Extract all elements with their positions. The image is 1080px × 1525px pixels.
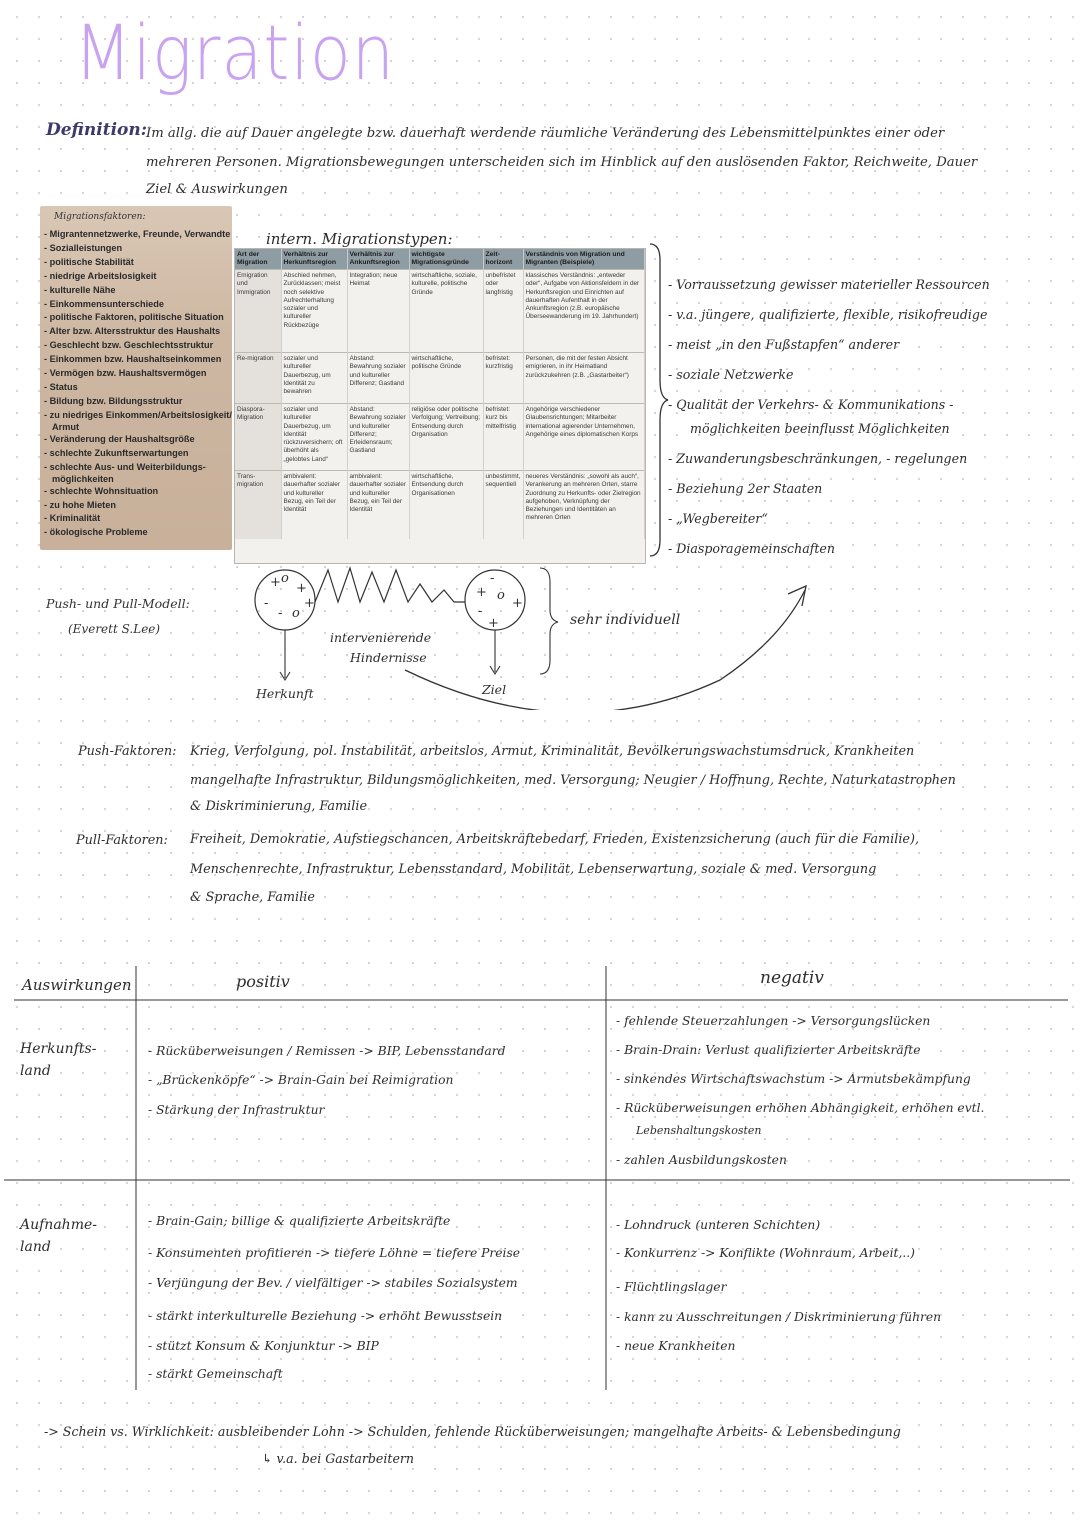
effect-negative: - neue Krankheiten [616, 1339, 736, 1353]
table-cell: Personen, die mit der festen Absicht emigrieren, in ihr Heimatland zurückzukehren (z.B. „Gastarbeiter“) [523, 353, 645, 404]
definition-label: Definition: [46, 120, 148, 140]
table-cell: sozialer und kultureller Dauerbezug, um Identität rückzuversichern; oft überhöht als „gelobtes Land“ [281, 404, 347, 471]
migration-factors-photo [40, 206, 232, 550]
effect-positive: - stärkt Gemeinschaft [148, 1367, 283, 1381]
origin-sign: + [296, 581, 307, 596]
push-line: Krieg, Verfolgung, pol. Instabilität, arbeitslos, Armut, Kriminalität, Bevölkerungswachstumsdruck, Krankheiten [190, 744, 915, 759]
table-header: Verständnis von Migration und Migranten (Beispiele) [523, 249, 645, 270]
factor-item: - Veränderung der Haushaltsgröße [44, 433, 195, 444]
origin-sign: - [278, 606, 283, 621]
table-cell: wirtschaftliche, soziale, kulturelle, politische Gründe [409, 270, 483, 353]
effect-negative: - sinkendes Wirtschaftswachstum -> Armutsbekämpfung [616, 1072, 971, 1086]
push-line: & Diskriminierung, Familie [190, 799, 368, 814]
requirement-item: - Diasporagemeinschaften [668, 541, 835, 556]
effect-negative: - zahlen Ausbildungskosten [616, 1153, 787, 1167]
effect-negative: - Flüchtlingslager [616, 1280, 727, 1294]
requirement-item: - Zuwanderungsbeschränkungen, - regelungen [668, 451, 968, 466]
factor-item: - politische Faktoren, politische Situation [44, 312, 224, 323]
arrow-up-right-icon [788, 586, 806, 606]
effect-negative: - fehlende Steuerzahlungen -> Versorgungslücken [616, 1014, 931, 1028]
table-cell: Angehörige verschiedener Glaubensrichtungen; Mitarbeiter international agierender Unternehmen, Angehörige eines diplomatischen Korps [523, 404, 645, 471]
page-title: Migration [74, 8, 395, 97]
table-row [235, 471, 645, 540]
obstacles-label: Hindernisse [350, 650, 427, 665]
effect-positive: - „Brückenköpfe“ -> Brain-Gain bei Reimigration [148, 1073, 454, 1087]
table-header: Verhältnis zur Ankunftsregion [347, 249, 409, 270]
factor-item: - Sozialleistungen [44, 242, 123, 253]
effect-negative: - kann zu Ausschreitungen / Diskriminierung führen [616, 1310, 942, 1324]
destination-sign: o [497, 588, 505, 603]
individual-label: sehr individuell [570, 612, 681, 628]
origin-sign: + [270, 575, 281, 590]
requirement-item: - Vorraussetzung gewisser materieller Ressourcen [668, 277, 990, 292]
effect-negative: Lebenshaltungskosten [636, 1124, 762, 1137]
destination-label: Ziel [482, 682, 507, 697]
negative-header: negativ [760, 968, 824, 988]
row-label-destination: Aufnahme-land [20, 1217, 97, 1255]
origin-sign: + [304, 596, 315, 611]
requirement-item: - soziale Netzwerke [668, 367, 794, 382]
destination-sign: + [512, 596, 523, 611]
factor-item: - politische Stabilität [44, 256, 134, 267]
factor-item: - zu hohe Mieten [44, 499, 116, 510]
table-cell: neueres Verständnis: „sowohl als auch“, Verankerung an mehreren Orten, starre Zuordnung zu Herkunfts- oder Zielregion aufgehoben, Verknüpfung der Beziehungen und Identitäten an mehreren Orten [523, 471, 645, 540]
table-cell: Diaspora-Migration [235, 404, 281, 471]
factors-list [44, 228, 232, 540]
table-cell: Trans-migration [235, 471, 281, 540]
obstacles-zigzag [315, 568, 465, 602]
brace-icon [540, 568, 558, 674]
effect-positive: - Rücküberweisungen / Remissen -> BIP, Lebensstandard [148, 1044, 506, 1058]
definition-line: Im allg. die auf Dauer angelegte bzw. dauerhaft werdende räumliche Veränderung des Lebensmittelpunktes einer oder [146, 126, 945, 141]
table-row [235, 404, 645, 471]
conclusion-line: -> Schein vs. Wirklichkeit: ausbleibender Lohn -> Schulden, fehlende Rücküberweisungen; mangelhafte Arbeits- & Lebensbedingung [44, 1424, 901, 1439]
table-cell: Integration; neue Heimat [347, 270, 409, 353]
factor-item: - schlechte Wohnsituation [44, 485, 159, 496]
destination-sign: + [476, 585, 487, 600]
table-header: Zeit-horizont [483, 249, 523, 270]
effect-positive: - Stärkung der Infrastruktur [148, 1103, 325, 1117]
requirement-item: - v.a. jüngere, qualifizierte, flexible, risikofreudige [668, 307, 988, 322]
factor-item: - Vermögen bzw. Haushaltsvermögen [44, 368, 207, 379]
effect-negative: - Brain-Drain: Verlust qualifizierter Arbeitskräfte [616, 1043, 921, 1057]
effect-negative: - Lohndruck (unteren Schichten) [616, 1218, 821, 1232]
factor-item: - Geschlecht bzw. Geschlechtsstruktur [44, 340, 214, 351]
pull-line: Freiheit, Demokratie, Aufstiegschancen, Arbeitskräftebedarf, Frieden, Existenzsicherung (auch für die Familie), [190, 832, 920, 847]
conclusion-line: ↳ v.a. bei Gastarbeitern [262, 1451, 415, 1466]
effect-positive: - Verjüngung der Bev. / vielfältiger -> stabiles Sozialsystem [148, 1276, 518, 1290]
table-cell: Abstand: Bewahrung sozialer und kultureller Differenz; Erleidensraum; Gastland [347, 404, 409, 471]
factor-item: - zu niedriges Einkommen/Arbeitslosigkeit/ Armut [44, 409, 232, 432]
effect-negative: - Konkurrenz -> Konflikte (Wohnraum, Arbeit,..) [616, 1246, 915, 1260]
curly-brace-icon [646, 240, 670, 560]
table-row [235, 353, 645, 404]
definition-line: Ziel & Auswirkungen [146, 182, 288, 197]
definition-line: mehreren Personen. Migrationsbewegungen unterscheiden sich im Hinblick auf den auslösenden Faktor, Reichweite, Dauer [146, 155, 978, 170]
table-header: Art der Migration [235, 249, 281, 270]
table-cell: befristet: kurzfristig [483, 353, 523, 404]
push-line: mangelhafte Infrastruktur, Bildungsmöglichkeiten, med. Versorgung; Neugier / Hoffnung, Rechte, Naturkatastrophen [190, 773, 956, 788]
factor-item: - ökologische Probleme [44, 527, 148, 538]
factor-item: - Alter bzw. Altersstruktur des Haushalts [44, 326, 221, 337]
table-cell: Abstand: Bewahrung sozialer und kultureller Differenz; Gastland [347, 353, 409, 404]
obstacles-label: intervenierende [330, 630, 432, 645]
table-cell: unbestimmt, sequentiell [483, 471, 523, 540]
table-cell: wirtschaftliche, politische Gründe [409, 353, 483, 404]
pull-line: & Sprache, Familie [190, 890, 315, 905]
factors-heading: Migrationsfaktoren: [54, 212, 146, 222]
requirement-item: möglichkeiten beeinflusst Möglichkeiten [690, 421, 950, 436]
positive-header: positiv [236, 972, 290, 991]
effects-label: Auswirkungen [22, 976, 132, 994]
origin-label: Herkunft [256, 686, 314, 701]
effect-positive: - Brain-Gain; billige & qualifizierte Arbeitskräfte [148, 1214, 451, 1228]
factor-item: - niedrige Arbeitslosigkeit [44, 270, 157, 281]
destination-sign: + [488, 616, 499, 631]
effect-positive: - stärkt interkulturelle Beziehung -> erhöht Bewusstsein [148, 1309, 503, 1323]
requirement-item: - Beziehung 2er Staaten [668, 481, 823, 496]
effect-positive: - Konsumenten profitieren -> tiefere Löhne = tiefere Preise [148, 1246, 521, 1260]
push-label: Push-Faktoren: [78, 744, 177, 759]
destination-sign: - [490, 571, 495, 586]
factor-item: - kulturelle Nähe [44, 284, 116, 295]
factor-item: - Bildung bzw. Bildungsstruktur [44, 395, 183, 406]
table-cell: sozialer und kultureller Dauerbezug, um Identität zu bewahren [281, 353, 347, 404]
effect-negative: - Rücküberweisungen erhöhen Abhängigkeit, erhöhen evtl. [616, 1101, 985, 1115]
table-cell: ambivalent: dauerhafter sozialer und kultureller Bezug, ein Teil der Identität [281, 471, 347, 540]
table-cell: Re-migration [235, 353, 281, 404]
factor-item: - schlechte Aus- und Weiterbildungs- möglichkeiten [44, 461, 206, 484]
table-cell: Emigration und Immigration [235, 270, 281, 353]
table-cell: befristet: kurz bis mittelfristig [483, 404, 523, 471]
table-cell: klassisches Verständnis: „entweder oder“, Aufgabe von Aktionsfeldern in der Herkunftsregion und Einrichten auf dauerhaften Aufenthalt in der Ankunftsregion (z.B. europäische Überseewanderung im 19. Jahrhundert) [523, 270, 645, 353]
factor-item: - Status [44, 381, 78, 392]
model-label: Push- und Pull-Modell: [46, 596, 190, 611]
model-author: (Everett S.Lee) [68, 622, 161, 636]
factor-item: - Kriminalität [44, 513, 101, 524]
types-heading: intern. Migrationstypen: [266, 230, 453, 248]
migration-types-table [234, 248, 646, 564]
factor-item: - Einkommen bzw. Haushaltseinkommen [44, 354, 222, 365]
factor-item: - schlechte Zukunftserwartungen [44, 447, 189, 458]
table-cell: wirtschaftliche, Entsendung durch Organisationen [409, 471, 483, 540]
origin-sign: o [292, 606, 300, 621]
table-cell: religiöse oder politische Verfolgung; Vertreibung; Entsendung durch Organisation [409, 404, 483, 471]
table-header: Verhältnis zur Herkunftsregion [281, 249, 347, 270]
row-label-origin: Herkunfts-land [20, 1041, 97, 1079]
pull-line: Menschenrechte, Infrastruktur, Lebensstandard, Mobilität, Lebenserwartung, soziale & med. Versorgung [190, 862, 877, 877]
origin-sign: - [264, 596, 269, 611]
requirement-item: - meist „in den Fußstapfen“ anderer [668, 337, 900, 352]
table-cell: Abschied nehmen, Zurücklassen; meist noch selektive Aufrechterhaltung sozialer und kultureller Rückbezüge [281, 270, 347, 353]
table-cell: unbefristet oder langfristig [483, 270, 523, 353]
migration-arc [405, 590, 805, 710]
requirement-item: - Qualität der Verkehrs- & Kommunikations - [668, 397, 954, 412]
table-row [235, 270, 645, 353]
table-header: wichtigste Migrationsgründe [409, 249, 483, 270]
effect-positive: - stützt Konsum & Konjunktur -> BIP [148, 1339, 379, 1353]
pull-label: Pull-Faktoren: [76, 833, 168, 848]
requirement-item: - „Wegbereiter“ [668, 511, 768, 526]
origin-sign: o [281, 571, 289, 586]
factor-item: - Migrantennetzwerke, Freunde, Verwandte [44, 229, 231, 239]
push-pull-diagram [240, 560, 820, 710]
table-cell: ambivalent: dauerhafter sozialer und kultureller Bezug, ein Teil der Identität [347, 471, 409, 540]
requirements-list [668, 270, 1068, 564]
destination-sign: - [478, 604, 483, 619]
factor-item: - Einkommensunterschiede [44, 298, 164, 309]
